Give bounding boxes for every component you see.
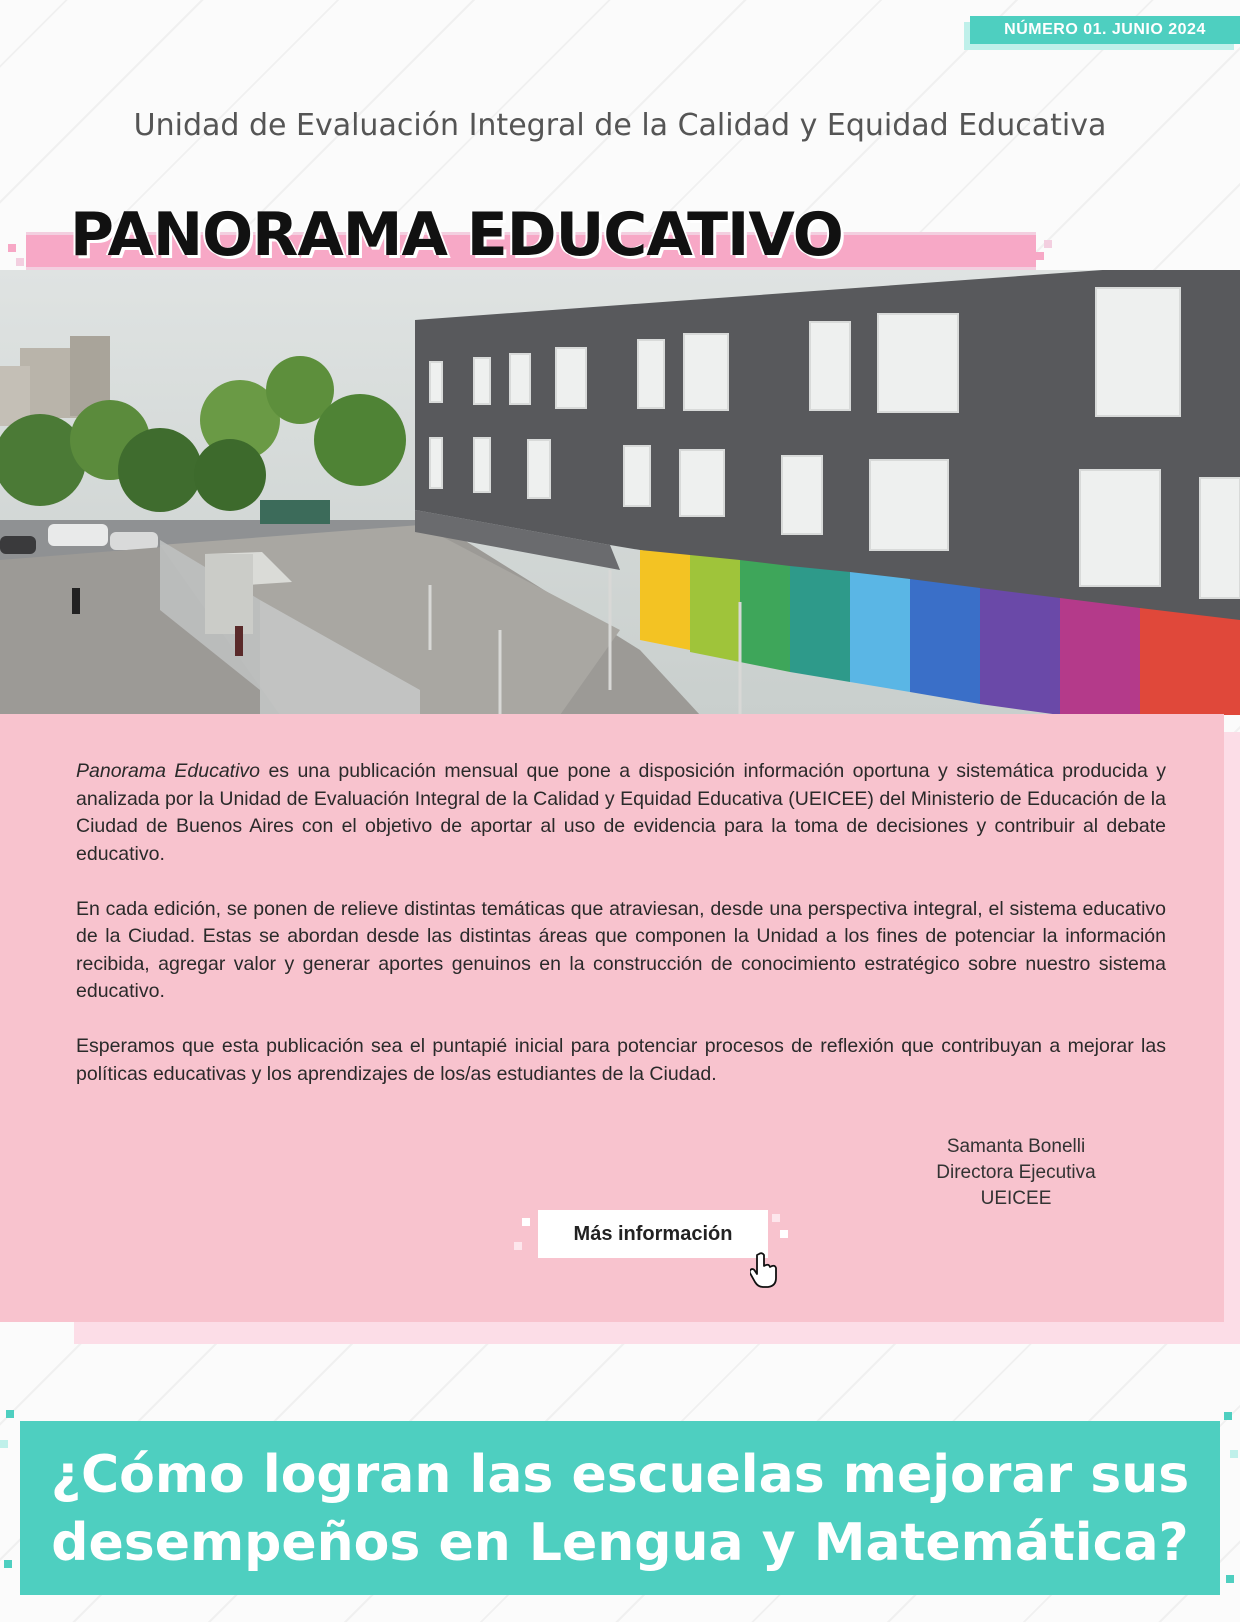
pixel-decoration — [1036, 252, 1044, 260]
question-line-2: desempeños en Lengua y Matemática? — [51, 1513, 1189, 1573]
signature-name: Samanta Bonelli — [946, 1136, 1086, 1157]
pixel-decoration — [522, 1218, 530, 1226]
intro-paragraph-2: En cada edición, se ponen de relieve distintas temáticas que atraviesan, desde una perspectiva integral, el sistema educativo de la Ciudad. Estas se abordan desde las distintas áreas que componen la Unidad a los fines de potenciar la información recibida, agregar valor y generar aportes genuinos en la construcción de conocimiento estratégico sobre nuestro sistema educativo. — [76, 897, 1166, 1002]
pixel-decoration — [780, 1230, 788, 1238]
intro-paragraph-1 — [76, 758, 1166, 868]
pixel-decoration — [1226, 1575, 1234, 1583]
issue-badge: NÚMERO 01. JUNIO 2024 — [970, 16, 1240, 44]
pixel-decoration — [16, 258, 24, 266]
unit-title: Unidad de Evaluación Integral de la Calidad y Equidad Educativa — [133, 108, 1107, 143]
intro-text — [76, 758, 1166, 1116]
main-title: PANORAMA EDUCATIVO — [70, 200, 843, 270]
pixel-decoration — [0, 1440, 8, 1448]
more-info-button[interactable]: Más información — [538, 1210, 768, 1258]
pixel-decoration — [8, 244, 16, 252]
school-building-photo — [0, 270, 1240, 715]
pixel-decoration — [6, 1410, 14, 1418]
pointer-hand-icon — [750, 1252, 780, 1288]
intro-paragraph-3: Esperamos que esta publicación sea el puntapié inicial para potenciar procesos de reflexión que contribuyan a mejorar las políticas educativas y los aprendizajes de los/as estudiantes de la Ciudad. — [76, 1035, 1166, 1085]
pixel-decoration — [1224, 1412, 1232, 1420]
signature-role: Directora Ejecutiva — [936, 1162, 1096, 1183]
intro-box — [0, 714, 1224, 1322]
article-question — [20, 1441, 1220, 1577]
intro-paragraph-1-text: es una publicación mensual que pone a disposición información oportuna y sistemática producida y analizada por la Unidad de Evaluación Integral de la Calidad y Equidad Educativa (UEICEE) del Ministerio de Educación de la Ciudad de Buenos Aires con el objetivo de aportar al uso de evidencia para la toma de decisiones y contribuir al debate educativo. — [76, 760, 1166, 865]
question-line-1: ¿Cómo logran las escuelas mejorar sus — [50, 1445, 1190, 1505]
pixel-decoration — [772, 1214, 780, 1222]
publication-name: Panorama Educativo — [76, 760, 261, 782]
pixel-decoration — [514, 1242, 522, 1250]
signature-org: UEICEE — [980, 1188, 1052, 1209]
pixel-decoration — [1230, 1450, 1238, 1458]
signature — [906, 1134, 1126, 1212]
pixel-decoration — [1044, 240, 1052, 248]
pixel-decoration — [4, 1560, 12, 1568]
building-illustration — [0, 270, 1240, 715]
